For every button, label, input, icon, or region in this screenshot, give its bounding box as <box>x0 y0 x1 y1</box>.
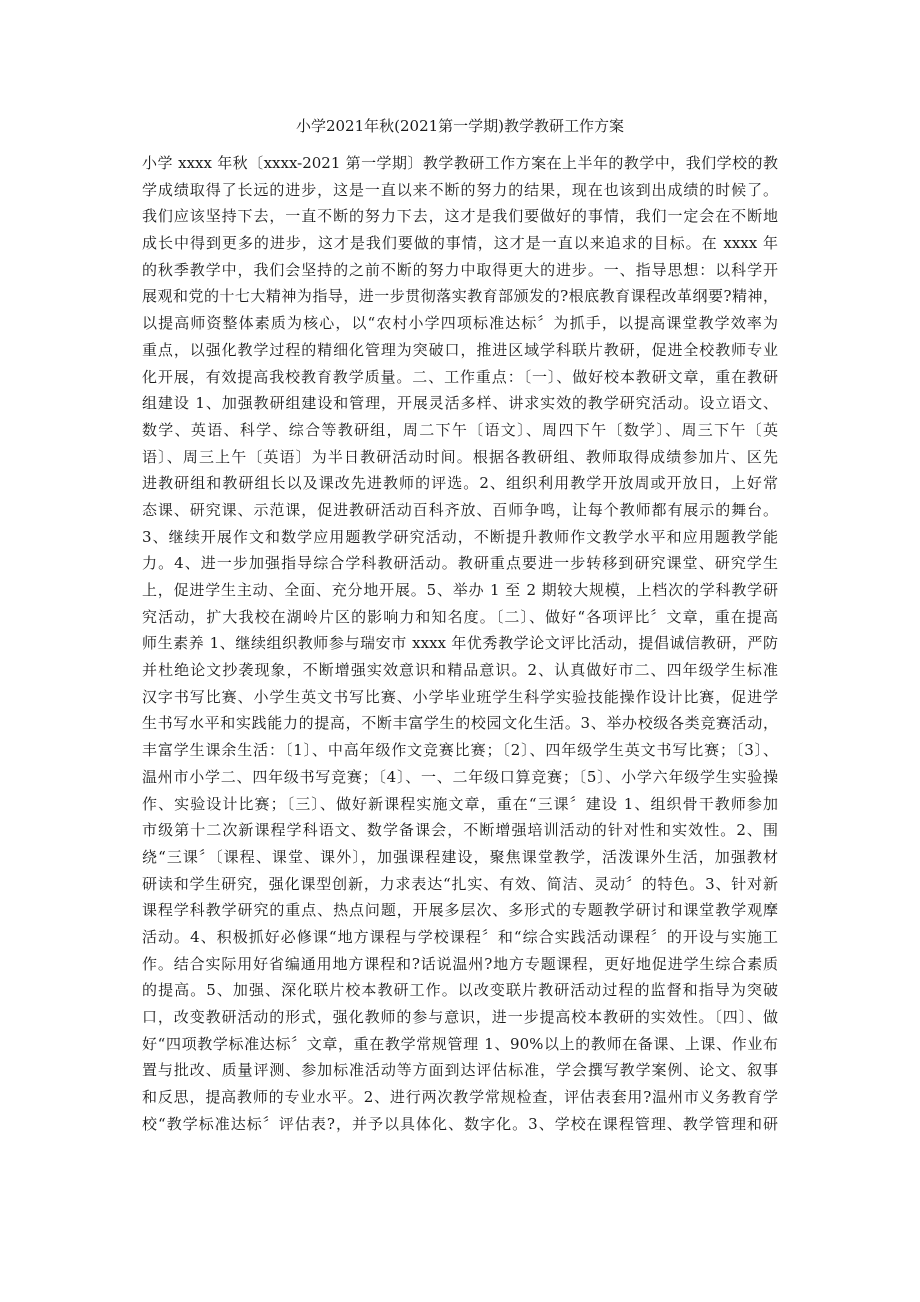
text-line: 究活动，扩大我校在湖岭片区的影响力和知名度。〔二〕、做好“各项评比〞文章，重在提高 <box>142 607 778 626</box>
text-line: 数学、英语、科学、综合等教研组，周二下午〔语文〕、周四下午〔数学〕、周三下午〔英 <box>142 420 778 439</box>
text-line: 我们应该坚持下去，一直不断的努力下去，这才是我们要做好的事情，我们一定会在不断地 <box>142 207 778 226</box>
text-line: 组建设 1、加强教研组建设和管理，开展灵活多样、讲求实效的教学研究活动。设立语文、 <box>142 394 778 413</box>
text-line: 进教研组和教研组长以及课改先进教师的评选。2、组织利用教学开放周或开放日，上好常 <box>142 474 778 493</box>
text-line: 作、实验设计比赛；〔三〕、做好新课程实施文章，重在“三课〞建设 1、组织骨干教师参加 <box>142 794 778 813</box>
text-line: 丰富学生课余生活：〔1〕、中高年级作文竞赛比赛；〔2〕、四年级学生英文书写比赛；〔3〕、 <box>142 741 778 760</box>
text-line: 重点，以强化教学过程的精细化管理为突破口，推进区域学科联片教研，促进全校教师专业 <box>142 340 778 359</box>
text-line: 置与批改、质量评测、参加标准活动等方面到达评估标准，学会撰写教学案例、论文、叙事 <box>142 1061 778 1080</box>
text-line: 师生素养 1、继续组织教师参与瑞安市 xxxx 年优秀教学论文评比活动，提倡诚信教研，严防 <box>142 634 778 653</box>
text-line: 校“教学标准达标〞评估表?，并予以具体化、数字化。3、学校在课程管理、教学管理和研 <box>142 1114 778 1133</box>
text-line: 学成绩取得了长远的进步，这是一直以来不断的努力的结果，现在也该到出成绩的时候了。 <box>142 180 778 199</box>
text-line: 的秋季教学中，我们会坚持的之前不断的努力中取得更大的进步。一、指导思想：以科学开 <box>142 260 778 279</box>
text-line: 化开展，有效提高我校教育教学质量。二、工作重点：〔一〕、做好校本教研文章，重在教研 <box>142 367 778 386</box>
text-line: 语〕、周三上午〔英语〕为半日教研活动时间。根据各教研组、教师取得成绩参加片、区先 <box>142 447 778 466</box>
text-line: 展观和党的十七大精神为指导，进一步贯彻落实教育部颁发的?根底教育课程改革纲要?精神， <box>142 287 778 306</box>
text-line: 口，改变教研活动的形式，强化教师的参与意识，进一步提高校本教研的实效性。〔四〕、做 <box>142 1008 778 1026</box>
document-title: 小学2021年秋(2021第一学期)教学教研工作方案 <box>295 117 625 135</box>
text-line: 3、继续开展作文和数学应用题教学研究活动，不断提升教师作文教学水平和应用题教学能 <box>142 527 778 546</box>
text-line: 和反思，提高教师的专业水平。2、进行两次教学常规检查，评估表套用?温州市义务教育学 <box>142 1088 778 1107</box>
text-line: 课程学科教学研究的重点、热点问题，开展多层次、多形式的专题教学研讨和课堂教学观摩 <box>142 901 778 920</box>
text-line: 以提高师资整体素质为核心，以“农村小学四项标准达标〞为抓手，以提高课堂教学效率为 <box>142 314 778 333</box>
text-line: 研读和学生研究，强化课型创新，力求表达“扎实、有效、简洁、灵动〞的特色。3、针对新 <box>142 874 778 893</box>
text-line: 力。4、进一步加强指导综合学科教研活动。教研重点要进一步转移到研究课堂、研究学生 <box>142 554 778 573</box>
document-body <box>142 150 778 1137</box>
text-line: 好“四项教学标准达标〞文章，重在教学常规管理 1、90%以上的教师在备课、上课、作业布 <box>142 1034 778 1053</box>
text-line: 生书写水平和实践能力的提高，不断丰富学生的校园文化生活。3、举办校级各类竞赛活动， <box>142 714 778 733</box>
text-line: 温州市小学二、四年级书写竞赛；〔4〕、一、二年级口算竞赛；〔5〕、小学六年级学生实验操 <box>142 767 778 786</box>
text-line: 的提高。5、加强、深化联片校本教研工作。以改变联片教研活动过程的监督和指导为突破 <box>142 981 778 1000</box>
text-line: 作。结合实际用好省编通用地方课程和?话说温州?地方专题课程，更好地促进学生综合素质 <box>142 954 778 973</box>
text-line: 活动。4、积极抓好必修课“地方课程与学校课程〞和“综合实践活动课程〞的开设与实施工 <box>142 927 778 946</box>
text-line: 小学 xxxx 年秋〔xxxx-2021 第一学期〕教学教研工作方案在上半年的教学中，我们学校的教 <box>142 154 778 172</box>
text-line: 市级第十二次新课程学科语文、数学备课会，不断增强培训活动的针对性和实效性。2、围 <box>142 821 778 840</box>
text-line: 成长中得到更多的进步，这才是我们要做的事情，这才是一直以来追求的目标。在 xxxx 年 <box>142 234 778 253</box>
text-line: 汉字书写比赛、小学生英文书写比赛、小学毕业班学生科学实验技能操作设计比赛，促进学 <box>142 687 778 706</box>
text-line: 绕“三课〞〔课程、课堂、课外〕，加强课程建设，聚焦课堂教学，活泼课外生活，加强教材 <box>142 847 778 866</box>
text-line: 态课、研究课、示范课，促进教研活动百科齐放、百师争鸣，让每个教师都有展示的舞台。 <box>142 500 778 519</box>
text-line: 上，促进学生主动、全面、充分地开展。5、举办 1 至 2 期较大规模，上档次的学科教学研 <box>142 581 778 599</box>
text-line: 并杜绝论文抄袭现象，不断增强实效意识和精品意识。2、认真做好市二、四年级学生标准 <box>142 661 778 680</box>
